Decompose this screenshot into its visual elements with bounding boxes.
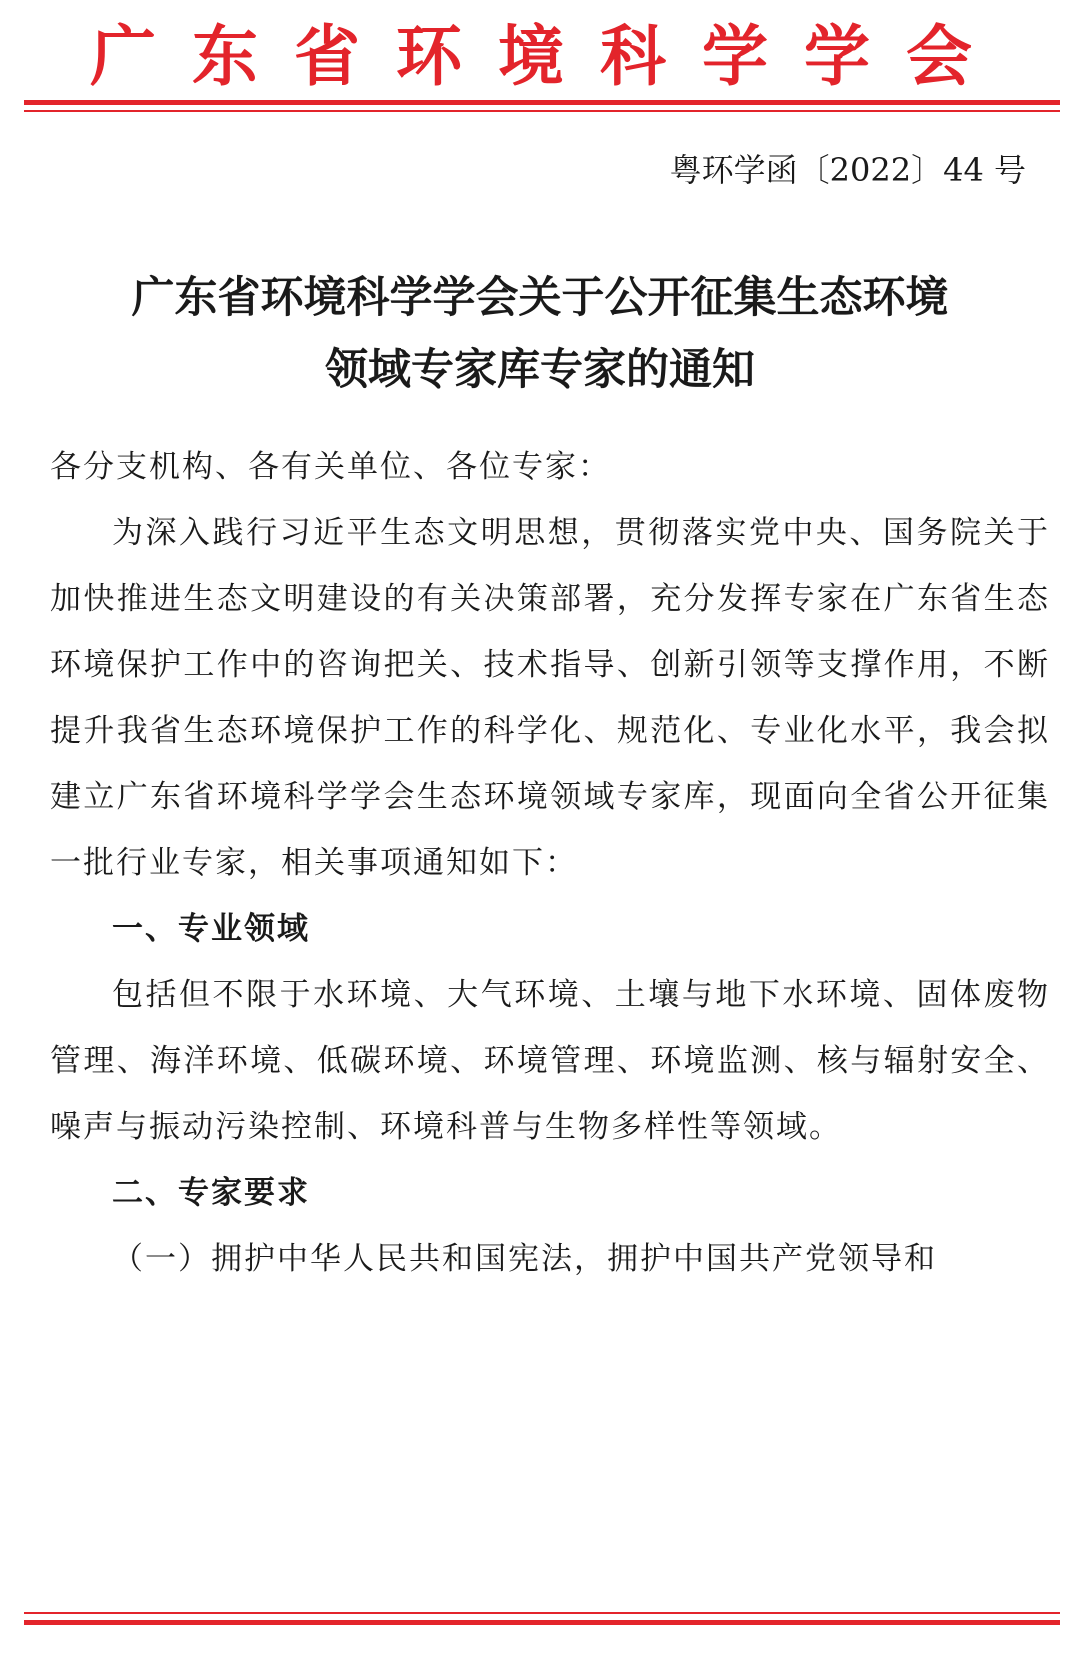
header-rule-thick [24,100,1060,105]
footer-rule-thin [24,1612,1060,1614]
title-line-2: 领域专家库专家的通知 [325,345,755,395]
section-heading-1: 一、专业领域 [112,911,310,947]
document-number: 粤环学函〔2022〕44 号 [669,151,1026,189]
section-paragraph-1: 包括但不限于水环境、大气环境、土壤与地下水环境、固体废物管理、海洋环境、低碳环境、环境管理、环境监测、核与辐射安全、噪声与振动污染控制、环境科普与生物多样性等领域。 [50,977,1050,1145]
title-line-1: 广东省环境科学学会关于公开征集生态环境 [131,273,949,323]
document-title [40,262,1040,406]
footer-rule-thick [24,1620,1060,1625]
intro-paragraph: 为深入践行习近平生态文明思想，贯彻落实党中央、国务院关于加快推进生态文明建设的有关决策部署，充分发挥专家在广东省生态环境保护工作中的咨询把关、技术指导、创新引领等支撑作用，不断提升我省生态环境保护工作的科学化、规范化、专业化水平，我会拟建立广东省环境科学学会生态环境领域专家库，现面向全省公开征集一批行业专家，相关事项通知如下： [50,515,1050,881]
section-paragraph-2: （一）拥护中华人民共和国宪法，拥护中国共产党领导和 [112,1241,937,1277]
header-rule-thin [24,110,1060,112]
section-heading-2: 二、专家要求 [112,1175,310,1211]
document-body [50,434,1050,1292]
org-letterhead: 广东省环境科学学会 [90,18,1008,95]
salutation: 各分支机构、各有关单位、各位专家： [50,449,611,485]
